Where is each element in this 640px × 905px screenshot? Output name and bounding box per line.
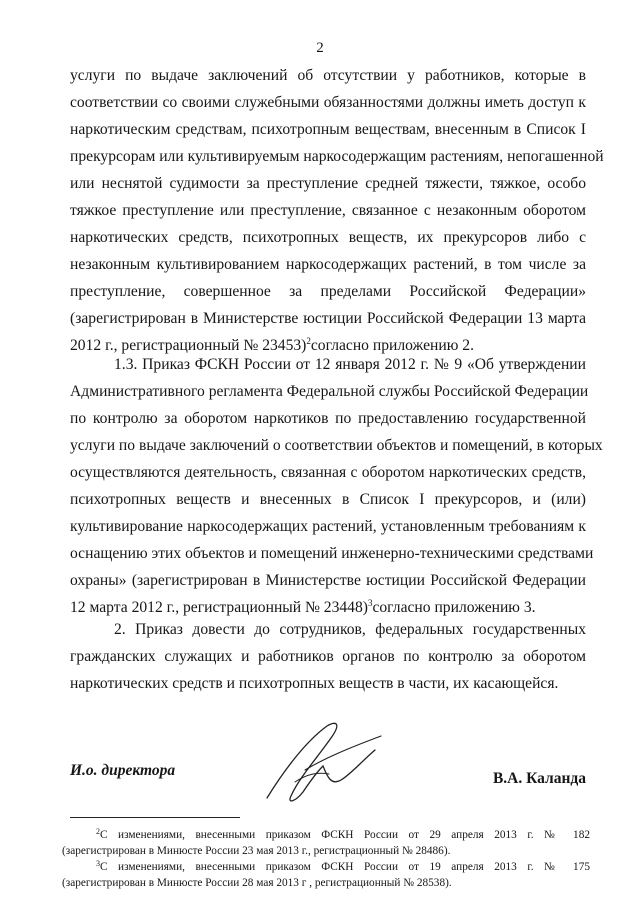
text-fragment: согласно приложению 2. bbox=[310, 337, 474, 354]
text-line: преступление, совершенное за пределами Российской Федерации» bbox=[70, 283, 586, 300]
text-line: психотропных веществ и внесенных в Список I прекурсоров, и (или) bbox=[70, 491, 586, 508]
footnote-mark: 3 bbox=[96, 859, 100, 868]
text-line: наркотических средств, психотропных веществ, их прекурсоров либо с bbox=[70, 229, 586, 246]
text-line: культивирование наркосодержащих растений, установленным требованиям к bbox=[70, 518, 586, 535]
text-line: осуществляются деятельность, связанная с оборотом наркотических средств, bbox=[70, 464, 586, 481]
footnote-line bbox=[62, 859, 590, 875]
footnote-line: (зарегистрирован в Минюсте России 28 мая 2013 г , регистрационный № 28538). bbox=[62, 877, 452, 889]
footnotes bbox=[62, 827, 590, 891]
paragraph-continuation bbox=[70, 62, 604, 359]
page-number: 2 bbox=[316, 40, 324, 56]
paragraph-item-2 bbox=[70, 616, 586, 697]
text-line: (зарегистрирован в Министерстве юстиции Российской Федерации 13 марта bbox=[70, 310, 586, 327]
footnote-ref: 2 bbox=[306, 336, 311, 346]
text-line: наркотическим средствам, психотропным веществам, внесенным в Список I bbox=[70, 121, 586, 138]
text-line: охраны» (зарегистрирован в Министерстве юстиции Российской Федерации bbox=[70, 572, 586, 589]
footnote-text: С изменениями, внесенными приказом ФСКН России от 19 апреля 2013 г. № 175 bbox=[100, 861, 590, 873]
footnote-line bbox=[62, 827, 590, 843]
footnote-line: (зарегистрирован в Минюсте России 23 мая 2013 г., регистрационный № 28486). bbox=[62, 845, 451, 857]
paragraph-item-1-3 bbox=[70, 351, 603, 621]
text-line: 2. Приказ довести до сотрудников, федеральных государственных bbox=[114, 621, 586, 638]
footnote-mark: 2 bbox=[96, 827, 100, 836]
text-line: услуги по выдаче заключений о соответствии объектов и помещений, в которых bbox=[70, 437, 603, 454]
signatory-title: И.о. директора bbox=[70, 762, 176, 779]
text-line-last: наркотических средств и психотропных веществ в части, их касающейся. bbox=[70, 675, 559, 692]
footnote-text: С изменениями, внесенными приказом ФСКН России от 29 апреля 2013 г. № 182 bbox=[100, 829, 590, 841]
text-line: по контролю за оборотом наркотиков по предоставлению государственной bbox=[70, 410, 586, 427]
text-line: гражданских служащих и работников органов по контролю за оборотом bbox=[70, 648, 586, 665]
text-line: незаконным культивированием наркосодержащих растений, в том числе за bbox=[70, 256, 586, 273]
text-fragment: 12 марта 2012 г., регистрационный № 23448) bbox=[70, 599, 368, 616]
text-line: или неснятой судимости за преступление средней тяжести, тяжкое, особо bbox=[70, 175, 586, 192]
text-line: Административного регламента Федеральной службы Российской Федерации bbox=[70, 383, 589, 400]
text-line: тяжкое преступление или преступление, связанное с незаконным оборотом bbox=[70, 202, 586, 219]
text-line: 1.3. Приказ ФСКН России от 12 января 2012 г. № 9 «Об утверждении bbox=[114, 356, 586, 373]
text-fragment: 2012 г., регистрационный № 23453) bbox=[70, 337, 307, 354]
text-line: прекурсорам или культивируемым наркосодержащим растениям, непогашенной bbox=[70, 148, 604, 165]
text-line: соответствии со своими служебными обязанностями должны иметь доступ к bbox=[70, 94, 586, 111]
text-line: оснащению этих объектов и помещений инженерно-техническими средствами bbox=[70, 545, 594, 562]
footnote-ref: 3 bbox=[367, 598, 373, 608]
text-line: услуги по выдаче заключений об отсутствии у работников, которые в bbox=[70, 67, 586, 84]
footnote-divider bbox=[70, 817, 240, 818]
signature-block bbox=[70, 762, 586, 792]
signatory-name: В.А. Каланда bbox=[492, 770, 586, 787]
text-fragment: согласно приложению 3. bbox=[372, 599, 536, 616]
